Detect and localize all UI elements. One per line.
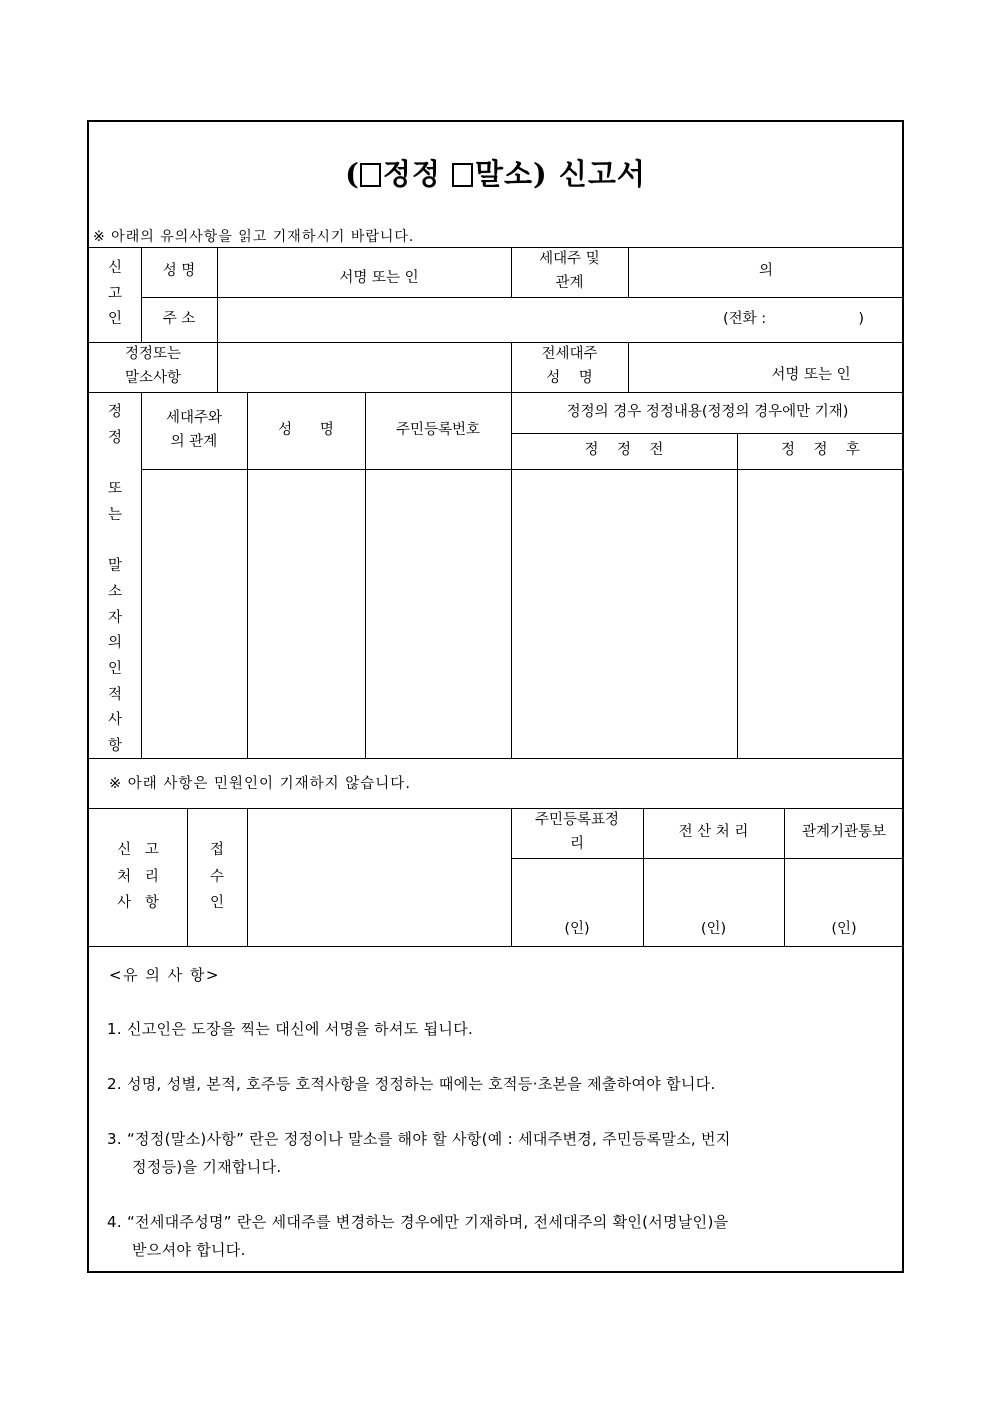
office-use-notice: ※ 아래 사항은 민원인이 기재하지 않습니다.	[109, 776, 411, 792]
reporter-side-label: 신 고 인	[107, 260, 122, 328]
col-name-header: 성 명	[278, 421, 334, 438]
grid-line	[89, 758, 904, 759]
reporter-sign-hint: 서명 또는 인	[339, 270, 419, 287]
reporter-name-label: 성 명	[162, 263, 196, 280]
relation-label: 세대주 및 관계	[539, 251, 600, 291]
col-before-header: 정 정 전	[584, 442, 664, 459]
relation-field[interactable]	[628, 247, 904, 297]
processing-side-label: 신 고 처 리 사 항	[117, 841, 159, 912]
correction-matter-label: 정정또는 말소사항	[124, 346, 182, 386]
note-item: 3. “정정(말소)사항” 란은 정정이나 말소를 해야 할 사항(예 : 세대주변경, 주민등록말소, 번지 정정등)을 기재합니다.	[107, 1130, 731, 1176]
col-relation-header: 세대주와 의 관계	[165, 409, 223, 450]
rrn-input-cell[interactable]	[365, 469, 511, 758]
cancellation-checkbox[interactable]	[452, 163, 473, 187]
grid-line	[89, 946, 904, 947]
persons-side-label: 정 정 또 는 말 소 자 의 인 적 사 항	[107, 404, 122, 755]
correction-option-label: 정정	[382, 157, 441, 191]
correction-matter-field[interactable]	[217, 342, 511, 392]
prev-head-sign-hint: 서명 또는 인	[771, 367, 851, 384]
prev-head-field[interactable]	[628, 342, 904, 392]
receiver-stamp-area[interactable]	[247, 808, 511, 946]
seal-mark: (인)	[700, 921, 727, 938]
proc-col1-seal[interactable]	[511, 858, 643, 946]
report-form	[87, 120, 904, 1273]
proc-col2-seal[interactable]	[643, 858, 784, 946]
proc-col2-header: 전 산 처 리	[678, 824, 749, 841]
proc-col3-seal[interactable]	[784, 858, 904, 946]
receiver-label: 접 수 인	[209, 841, 224, 912]
proc-col1-header: 주민등록표정 리	[534, 812, 620, 852]
phone-hint: (전화 : )	[722, 310, 864, 327]
note-item: 2. 성명, 성별, 본적, 호주등 호적사항을 정정하는 때에는 호적등·초본을 제출하여야 합니다.	[107, 1075, 716, 1093]
before-input-cell[interactable]	[511, 469, 737, 758]
cancellation-option-label: 말소	[474, 157, 534, 191]
notes-heading: <유 의 사 항>	[109, 966, 220, 984]
note-item: 1. 신고인은 도장을 찍는 대신에 서명을 하셔도 됩니다.	[107, 1020, 474, 1038]
col-rrn-header: 주민등록번호	[395, 421, 481, 438]
instructions-notice: ※ 아래의 유의사항을 읽고 기재하시기 바랍니다.	[93, 229, 415, 245]
relation-suffix: 의	[758, 263, 773, 280]
name-input-cell[interactable]	[247, 469, 365, 758]
after-input-cell[interactable]	[737, 469, 904, 758]
form-title: ( 정정 말소) 신고서	[345, 157, 646, 191]
note-item: 4. “전세대주성명” 란은 세대주를 변경하는 경우에만 기재하며, 전세대주의 확인(서명날인)을 받으셔야 합니다.	[107, 1213, 729, 1259]
correction-checkbox[interactable]	[360, 163, 381, 187]
seal-mark: (인)	[564, 921, 590, 938]
relation-input-cell[interactable]	[141, 469, 247, 758]
seal-mark: (인)	[831, 921, 857, 938]
address-label: 주 소	[162, 310, 196, 327]
proc-col3-header: 관계기관통보	[801, 824, 887, 841]
reporter-name-field[interactable]	[217, 247, 511, 297]
col-after-header: 정 정 후	[781, 442, 860, 459]
address-field[interactable]	[217, 297, 904, 342]
col-content-header: 정정의 경우 정정내용(정정의 경우에만 기재)	[566, 403, 849, 420]
prev-head-label: 전세대주 성 명	[541, 346, 598, 386]
